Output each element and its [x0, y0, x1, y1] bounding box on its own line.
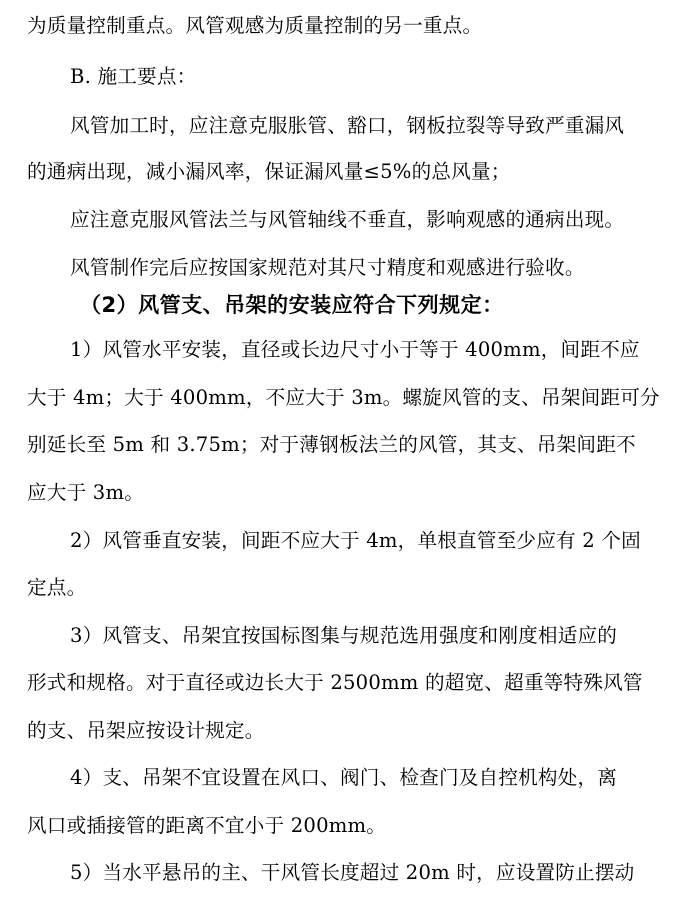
paragraph-line: 3）风管支、吊架宜按国标图集与规范选用强度和刚度相适应的 — [70, 624, 618, 647]
paragraph-line: 风管制作完后应按国家规范对其尺寸精度和观感进行验收。 — [70, 256, 585, 279]
paragraph-line: 5）当水平悬吊的主、干风管长度超过 20m 时，应设置防止摆动 — [70, 861, 635, 884]
paragraph-line: 4）支、吊架不宜设置在风口、阀门、检查门及自控机构处，离 — [70, 766, 618, 789]
paragraph-line: 的支、吊架应按设计规定。 — [27, 719, 265, 742]
paragraph-line: 别延长至 5m 和 3.75m；对于薄钢板法兰的风管，其支、吊架间距不 — [27, 433, 636, 456]
paragraph-line: 风口或插接管的距离不宜小于 200mm。 — [27, 814, 387, 837]
paragraph-line: 1）风管水平安装，直径或长边尺寸小于等于 400mm，间距不应 — [70, 338, 640, 361]
paragraph-line: 定点。 — [27, 576, 87, 599]
paragraph-line: 形式和规格。对于直径或边长大于 2500mm 的超宽、超重等特殊风管 — [27, 671, 643, 694]
section-heading: （2）风管支、吊架的安装应符合下列规定： — [80, 293, 504, 317]
paragraph-line: 为质量控制重点。风管观感为质量控制的另一重点。 — [27, 14, 483, 37]
paragraph-line: 风管加工时，应注意克服胀管、豁口，钢板拉裂等导致严重漏风 — [70, 114, 625, 137]
paragraph-line: 大于 4m；大于 400mm，不应大于 3m。螺旋风管的支、吊架间距可分 — [27, 386, 660, 409]
paragraph-line: 应大于 3m。 — [27, 481, 145, 504]
section-label: B. 施工要点： — [70, 65, 197, 88]
paragraph-line: 应注意克服风管法兰与风管轴线不垂直，影响观感的通病出现。 — [70, 208, 625, 231]
paragraph-line: 的通病出现，减小漏风率，保证漏风量≤5%的总风量； — [27, 160, 511, 183]
paragraph-line: 2）风管垂直安装，间距不应大于 4m，单根直管至少应有 2 个固 — [70, 529, 641, 552]
